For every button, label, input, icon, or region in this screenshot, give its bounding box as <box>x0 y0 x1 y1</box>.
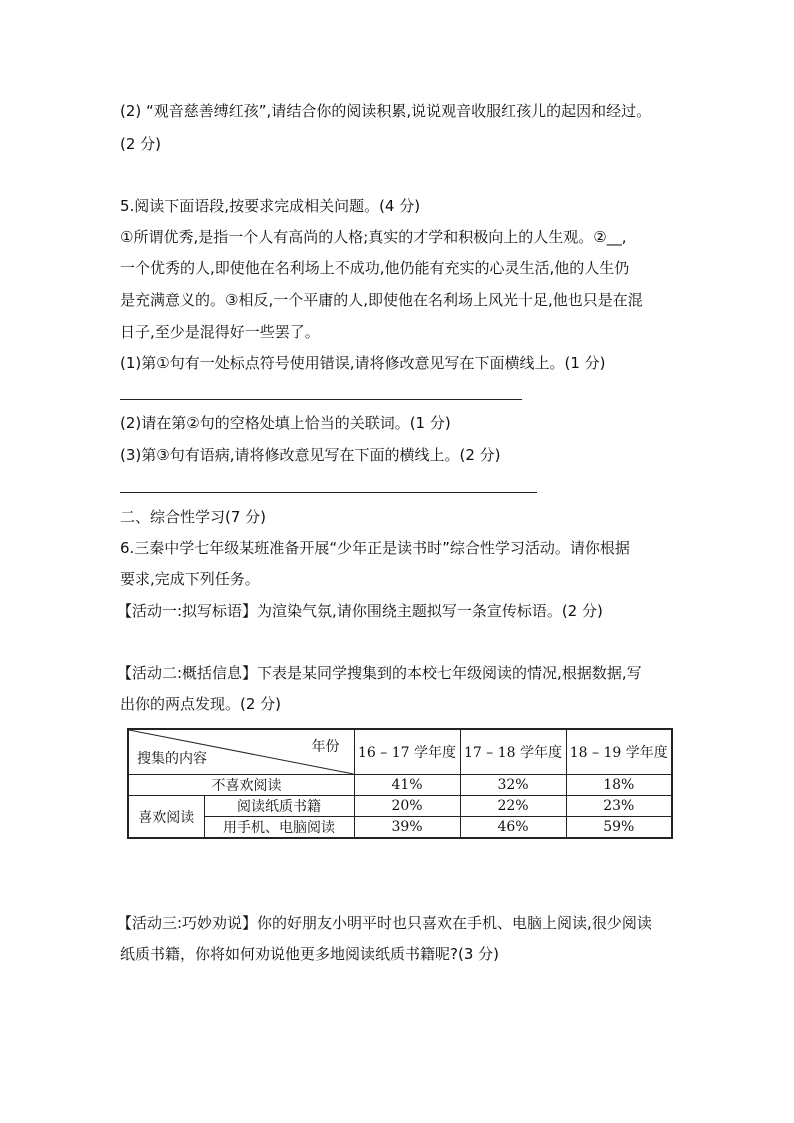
header-year-label: 年份 <box>311 739 340 755</box>
activity-2-line-1: 【活动二:概括信息】下表是某同学搜集到的本校七年级阅读的情况,根据数据,写 <box>117 664 642 682</box>
section-heading: 二、综合性学习(7 分) <box>120 508 267 526</box>
table-cell: 23% <box>566 796 672 817</box>
q5-sub2: (2)请在第②句的空格处填上恰当的关联词。(1 分) <box>120 414 451 432</box>
table-row <box>128 817 672 839</box>
year-header-2: 17 – 18 学年度 <box>460 729 566 775</box>
reading-survey-table <box>127 728 671 834</box>
row-label-dislike: 不喜欢阅读 <box>128 775 354 796</box>
answer-line-1[interactable] <box>120 399 522 400</box>
table-cell: 59% <box>566 817 672 839</box>
q6-intro-line-2: 要求,完成下列任务。 <box>120 570 260 588</box>
row-label-paper: 阅读纸质书籍 <box>204 796 354 817</box>
table-cell: 22% <box>460 796 566 817</box>
q4-2-question: (2) “观音慈善缚红孩”,请结合你的阅读积累,说说观音收服红孩儿的起因和经过。 <box>120 102 652 120</box>
year-header-1: 16 – 17 学年度 <box>354 729 460 775</box>
q5-passage-line-3: 是充满意义的。③相反,一个平庸的人,即使他在名利场上风光十足,他也只是在混 <box>120 291 643 309</box>
q5-passage-line-1: ①所谓优秀,是指一个人有高尚的人格;真实的才学和积极向上的人生观。②__, <box>120 228 627 246</box>
q4-2-points: (2 分) <box>120 135 162 153</box>
q5-sub1: (1)第①句有一处标点符号使用错误,请将修改意见写在下面横线上。(1 分) <box>120 354 606 372</box>
table-cell: 20% <box>354 796 460 817</box>
table-cell: 39% <box>354 817 460 839</box>
year-header-3: 18 – 19 学年度 <box>566 729 672 775</box>
q5-title: 5.阅读下面语段,按要求完成相关问题。(4 分) <box>120 197 421 215</box>
row-label-digital: 用手机、电脑阅读 <box>204 817 354 839</box>
q6-intro-line-1: 6.三秦中学七年级某班准备开展“少年正是读书时”综合性学习活动。请你根据 <box>120 539 630 557</box>
activity-1: 【活动一:拟写标语】为渲染气氛,请你围绕主题拟写一条宣传标语。(2 分) <box>117 602 603 620</box>
table-cell: 41% <box>354 775 460 796</box>
q5-passage-line-4: 日子,至少是混得好一些罢了。 <box>120 323 320 341</box>
answer-line-2[interactable] <box>120 492 537 493</box>
table-row <box>128 796 672 817</box>
activity-3-line-2: 纸质书籍，你将如何劝说他更多地阅读纸质书籍呢?(3 分) <box>120 945 499 963</box>
header-content-label: 搜集的内容 <box>137 751 207 767</box>
table-cell: 18% <box>566 775 672 796</box>
group-label-like-reading: 喜欢阅读 <box>128 796 204 839</box>
table-cell: 46% <box>460 817 566 839</box>
table-row <box>128 775 672 796</box>
table-cell: 32% <box>460 775 566 796</box>
q5-passage-line-2: 一个优秀的人,即使他在名利场上不成功,他仍能有充实的心灵生活,他的人生仍 <box>120 259 630 277</box>
activity-2-line-2: 出你的两点发现。(2 分) <box>120 695 282 713</box>
activity-3-line-1: 【活动三:巧妙劝说】你的好朋友小明平时也只喜欢在手机、电脑上阅读,很少阅读 <box>117 914 652 932</box>
table-corner-header <box>128 729 354 775</box>
q5-sub3: (3)第③句有语病,请将修改意见写在下面的横线上。(2 分) <box>120 446 501 464</box>
